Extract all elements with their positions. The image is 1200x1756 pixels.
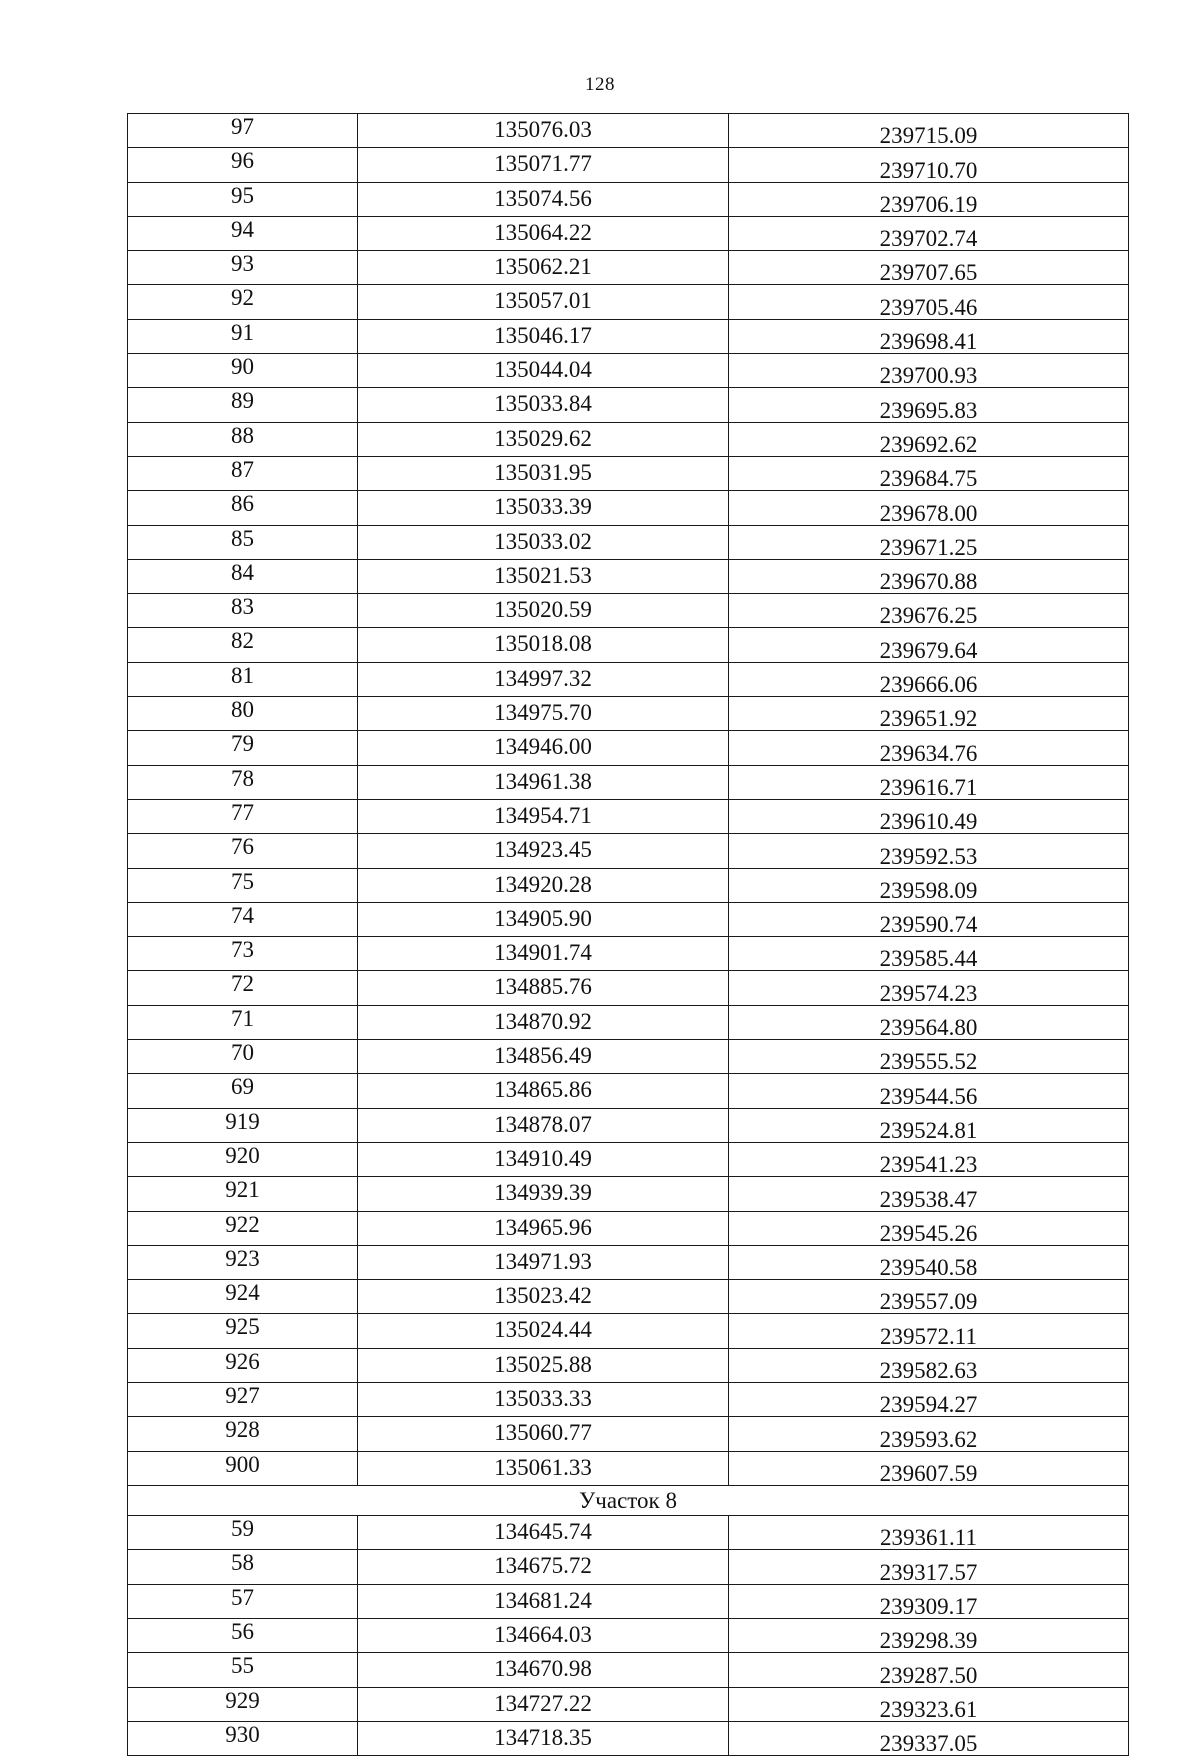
x-coordinate-cell: 134954.71 [358,799,729,833]
table-row [128,1005,1129,1039]
point-number-cell: 77 [128,799,358,833]
point-number-cell: 919 [128,1108,358,1142]
y-coordinate-cell: 239610.49 [729,799,1129,833]
x-coordinate-cell: 134681.24 [358,1584,729,1618]
x-coordinate-cell: 134718.35 [358,1721,729,1755]
y-coordinate-cell: 239715.09 [729,114,1129,148]
point-number-cell: 927 [128,1382,358,1416]
table-row [128,1177,1129,1211]
table-row [128,902,1129,936]
y-coordinate-cell: 239585.44 [729,937,1129,971]
table-row [128,388,1129,422]
point-number-cell: 925 [128,1314,358,1348]
y-coordinate-cell: 239695.83 [729,388,1129,422]
table-row [128,1280,1129,1314]
y-coordinate-cell: 239684.75 [729,456,1129,490]
table-row [128,834,1129,868]
point-number-cell: 58 [128,1550,358,1584]
x-coordinate-cell: 134971.93 [358,1245,729,1279]
x-coordinate-cell: 134997.32 [358,662,729,696]
point-number-cell: 923 [128,1245,358,1279]
x-coordinate-cell: 135021.53 [358,559,729,593]
y-coordinate-cell: 239317.57 [729,1550,1129,1584]
table-row [128,491,1129,525]
x-coordinate-cell: 134920.28 [358,868,729,902]
x-coordinate-cell: 135074.56 [358,182,729,216]
x-coordinate-cell: 134670.98 [358,1653,729,1687]
table-row [128,1417,1129,1451]
x-coordinate-cell: 134856.49 [358,1040,729,1074]
table-row [128,731,1129,765]
table-row [128,525,1129,559]
x-coordinate-cell: 134923.45 [358,834,729,868]
point-number-cell: 92 [128,285,358,319]
y-coordinate-cell: 239598.09 [729,868,1129,902]
point-number-cell: 76 [128,834,358,868]
point-number-cell: 75 [128,868,358,902]
y-coordinate-cell: 239564.80 [729,1005,1129,1039]
y-coordinate-cell: 239678.00 [729,491,1129,525]
table-row [128,1108,1129,1142]
x-coordinate-cell: 134975.70 [358,697,729,731]
x-coordinate-cell: 135023.42 [358,1280,729,1314]
y-coordinate-cell: 239706.19 [729,182,1129,216]
table-row [128,628,1129,662]
x-coordinate-cell: 135060.77 [358,1417,729,1451]
table-row [128,868,1129,902]
x-coordinate-cell: 135031.95 [358,456,729,490]
y-coordinate-cell: 239309.17 [729,1584,1129,1618]
table-row [128,1382,1129,1416]
x-coordinate-cell: 135064.22 [358,216,729,250]
table-row [128,799,1129,833]
coordinates-table [127,113,1129,1756]
y-coordinate-cell: 239592.53 [729,834,1129,868]
point-number-cell: 83 [128,594,358,628]
y-coordinate-cell: 239540.58 [729,1245,1129,1279]
y-coordinate-cell: 239323.61 [729,1687,1129,1721]
point-number-cell: 55 [128,1653,358,1687]
y-coordinate-cell: 239670.88 [729,559,1129,593]
point-number-cell: 926 [128,1348,358,1382]
x-coordinate-cell: 134645.74 [358,1516,729,1550]
point-number-cell: 929 [128,1687,358,1721]
point-number-cell: 924 [128,1280,358,1314]
x-coordinate-cell: 134946.00 [358,731,729,765]
y-coordinate-cell: 239705.46 [729,285,1129,319]
table-row [128,1516,1129,1550]
y-coordinate-cell: 239671.25 [729,525,1129,559]
y-coordinate-cell: 239298.39 [729,1619,1129,1653]
point-number-cell: 82 [128,628,358,662]
point-number-cell: 96 [128,148,358,182]
y-coordinate-cell: 239679.64 [729,628,1129,662]
section-header-row [128,1485,1129,1515]
point-number-cell: 71 [128,1005,358,1039]
y-coordinate-cell: 239582.63 [729,1348,1129,1382]
x-coordinate-cell: 134664.03 [358,1619,729,1653]
point-number-cell: 85 [128,525,358,559]
x-coordinate-cell: 135044.04 [358,354,729,388]
x-coordinate-cell: 135033.84 [358,388,729,422]
table-row [128,251,1129,285]
y-coordinate-cell: 239634.76 [729,731,1129,765]
table-row [128,1653,1129,1687]
x-coordinate-cell: 135020.59 [358,594,729,628]
y-coordinate-cell: 239700.93 [729,354,1129,388]
y-coordinate-cell: 239557.09 [729,1280,1129,1314]
point-number-cell: 922 [128,1211,358,1245]
y-coordinate-cell: 239337.05 [729,1721,1129,1755]
x-coordinate-cell: 135033.39 [358,491,729,525]
point-number-cell: 74 [128,902,358,936]
table-row [128,971,1129,1005]
point-number-cell: 72 [128,971,358,1005]
point-number-cell: 73 [128,937,358,971]
table-row [128,1314,1129,1348]
y-coordinate-cell: 239538.47 [729,1177,1129,1211]
point-number-cell: 900 [128,1451,358,1485]
table-row [128,1245,1129,1279]
point-number-cell: 928 [128,1417,358,1451]
table-row [128,1040,1129,1074]
table-row [128,697,1129,731]
table-row [128,1074,1129,1108]
x-coordinate-cell: 134727.22 [358,1687,729,1721]
table-row [128,216,1129,250]
point-number-cell: 97 [128,114,358,148]
x-coordinate-cell: 134939.39 [358,1177,729,1211]
table-row [128,559,1129,593]
point-number-cell: 86 [128,491,358,525]
point-number-cell: 81 [128,662,358,696]
y-coordinate-cell: 239666.06 [729,662,1129,696]
point-number-cell: 69 [128,1074,358,1108]
section-title: Участок 8 [128,1485,1129,1515]
x-coordinate-cell: 134878.07 [358,1108,729,1142]
x-coordinate-cell: 135076.03 [358,114,729,148]
table-row [128,354,1129,388]
x-coordinate-cell: 135024.44 [358,1314,729,1348]
point-number-cell: 78 [128,765,358,799]
point-number-cell: 94 [128,216,358,250]
x-coordinate-cell: 134905.90 [358,902,729,936]
point-number-cell: 89 [128,388,358,422]
y-coordinate-cell: 239710.70 [729,148,1129,182]
y-coordinate-cell: 239555.52 [729,1040,1129,1074]
y-coordinate-cell: 239698.41 [729,319,1129,353]
y-coordinate-cell: 239594.27 [729,1382,1129,1416]
page-number: 128 [585,74,615,95]
table-row [128,662,1129,696]
table-row [128,1211,1129,1245]
y-coordinate-cell: 239616.71 [729,765,1129,799]
table-row [128,1687,1129,1721]
point-number-cell: 56 [128,1619,358,1653]
x-coordinate-cell: 135029.62 [358,422,729,456]
x-coordinate-cell: 135071.77 [358,148,729,182]
table-row [128,1451,1129,1485]
point-number-cell: 80 [128,697,358,731]
x-coordinate-cell: 134961.38 [358,765,729,799]
point-number-cell: 90 [128,354,358,388]
x-coordinate-cell: 135025.88 [358,1348,729,1382]
x-coordinate-cell: 134870.92 [358,1005,729,1039]
table-row [128,1142,1129,1176]
x-coordinate-cell: 135018.08 [358,628,729,662]
x-coordinate-cell: 135046.17 [358,319,729,353]
table-row [128,319,1129,353]
x-coordinate-cell: 135057.01 [358,285,729,319]
point-number-cell: 88 [128,422,358,456]
y-coordinate-cell: 239545.26 [729,1211,1129,1245]
x-coordinate-cell: 135033.02 [358,525,729,559]
point-number-cell: 70 [128,1040,358,1074]
point-number-cell: 930 [128,1721,358,1755]
y-coordinate-cell: 239676.25 [729,594,1129,628]
table-row [128,1721,1129,1755]
y-coordinate-cell: 239524.81 [729,1108,1129,1142]
coordinates-table-body [128,114,1129,1756]
y-coordinate-cell: 239361.11 [729,1516,1129,1550]
table-row [128,182,1129,216]
y-coordinate-cell: 239287.50 [729,1653,1129,1687]
y-coordinate-cell: 239593.62 [729,1417,1129,1451]
y-coordinate-cell: 239541.23 [729,1142,1129,1176]
x-coordinate-cell: 134885.76 [358,971,729,1005]
table-row [128,1348,1129,1382]
x-coordinate-cell: 134901.74 [358,937,729,971]
x-coordinate-cell: 135062.21 [358,251,729,285]
table-row [128,114,1129,148]
y-coordinate-cell: 239590.74 [729,902,1129,936]
y-coordinate-cell: 239651.92 [729,697,1129,731]
table-row [128,422,1129,456]
y-coordinate-cell: 239707.65 [729,251,1129,285]
point-number-cell: 920 [128,1142,358,1176]
y-coordinate-cell: 239544.56 [729,1074,1129,1108]
point-number-cell: 79 [128,731,358,765]
table-row [128,456,1129,490]
x-coordinate-cell: 134910.49 [358,1142,729,1176]
table-row [128,594,1129,628]
y-coordinate-cell: 239702.74 [729,216,1129,250]
table-row [128,148,1129,182]
y-coordinate-cell: 239692.62 [729,422,1129,456]
y-coordinate-cell: 239574.23 [729,971,1129,1005]
table-row [128,1619,1129,1653]
x-coordinate-cell: 134675.72 [358,1550,729,1584]
table-row [128,1584,1129,1618]
point-number-cell: 87 [128,456,358,490]
point-number-cell: 59 [128,1516,358,1550]
x-coordinate-cell: 134865.86 [358,1074,729,1108]
point-number-cell: 91 [128,319,358,353]
y-coordinate-cell: 239572.11 [729,1314,1129,1348]
x-coordinate-cell: 135033.33 [358,1382,729,1416]
point-number-cell: 84 [128,559,358,593]
x-coordinate-cell: 135061.33 [358,1451,729,1485]
point-number-cell: 93 [128,251,358,285]
point-number-cell: 95 [128,182,358,216]
x-coordinate-cell: 134965.96 [358,1211,729,1245]
point-number-cell: 921 [128,1177,358,1211]
y-coordinate-cell: 239607.59 [729,1451,1129,1485]
table-row [128,937,1129,971]
table-row [128,1550,1129,1584]
table-row [128,765,1129,799]
table-row [128,285,1129,319]
point-number-cell: 57 [128,1584,358,1618]
